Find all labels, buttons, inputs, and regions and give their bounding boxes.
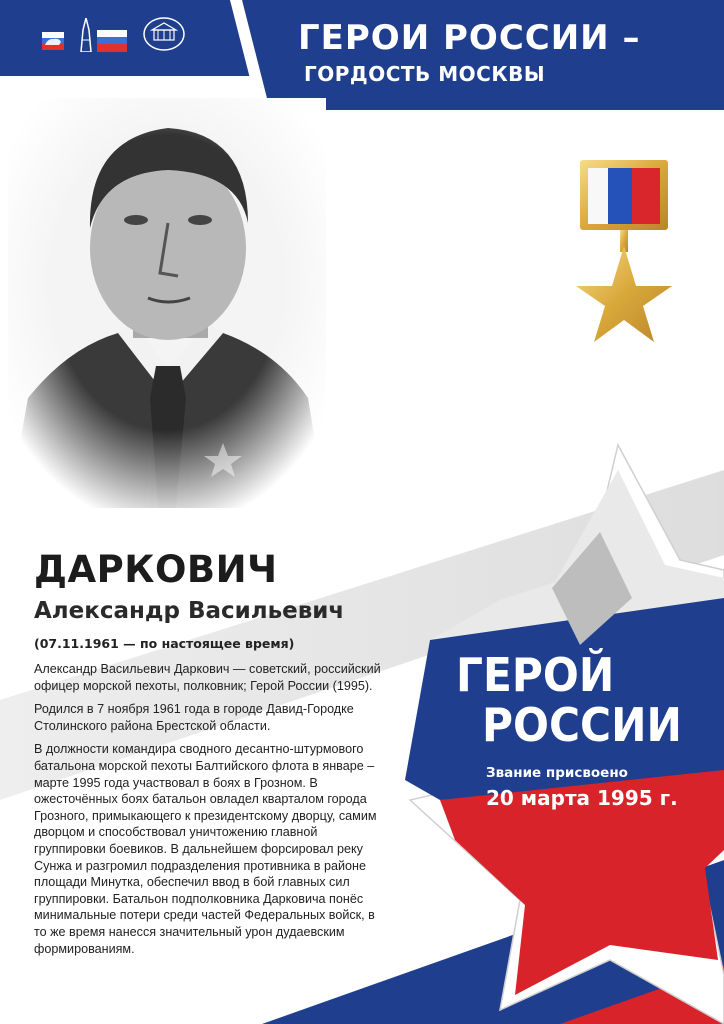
page-title: ГЕРОИ РОССИИ – (298, 18, 641, 58)
state-duma-emblem-icon (142, 16, 186, 52)
portrait-image (8, 98, 326, 508)
given-names: Александр Васильевич (34, 598, 345, 624)
biography (34, 661, 386, 964)
award-date: 20 марта 1995 г. (486, 786, 678, 810)
bio-paragraph: Александр Васильевич Даркович — советский, российский офицер морской пехоты, полковник; Герой России (1995). (34, 662, 381, 693)
surname: ДАРКОВИЧ (34, 548, 278, 591)
historical-memory-logo (78, 16, 134, 52)
united-russia-logo (36, 16, 70, 52)
tower-icon (78, 18, 94, 52)
hero-title-line2: РОССИИ (482, 698, 682, 752)
hero-title-line1: ГЕРОЙ (456, 648, 615, 702)
flag-icon (97, 30, 127, 52)
bear-icon (42, 32, 64, 50)
page-subtitle: ГОРДОСТЬ МОСКВЫ (304, 62, 546, 86)
bio-paragraph: Родился в 7 ноября 1961 года в городе Давид-Городке Столинского района Брестской области. (34, 702, 354, 733)
header-logos (36, 16, 186, 52)
life-dates: (07.11.1961 — по настоящее время) (34, 636, 295, 651)
awarded-label: Звание присвоено (486, 765, 628, 781)
gold-star-medal-icon (576, 158, 672, 348)
bio-paragraph: В должности командира сводного десантно-штурмового батальона морской пехоты Балтийского флота в январе – марте 1995 года участвовал в боях в Грозном. В ожесточённых боях батальон овладел кварталом города Грозного, примыкающего к президентскому дворцу, самим дворцом и способствовал уничтожению главной группировки боевиков. В дальнейшем форсировал реку Сунжа и разгромил подразделения противника в районе площади Минутка, обеспечил ввод в бой главных сил группировки. Батальон подполковника Дарковича понёс минимальные потери среди частей Федеральных войск, в то же время нанесся значительный урон дудаевским формированиям. (34, 742, 377, 956)
